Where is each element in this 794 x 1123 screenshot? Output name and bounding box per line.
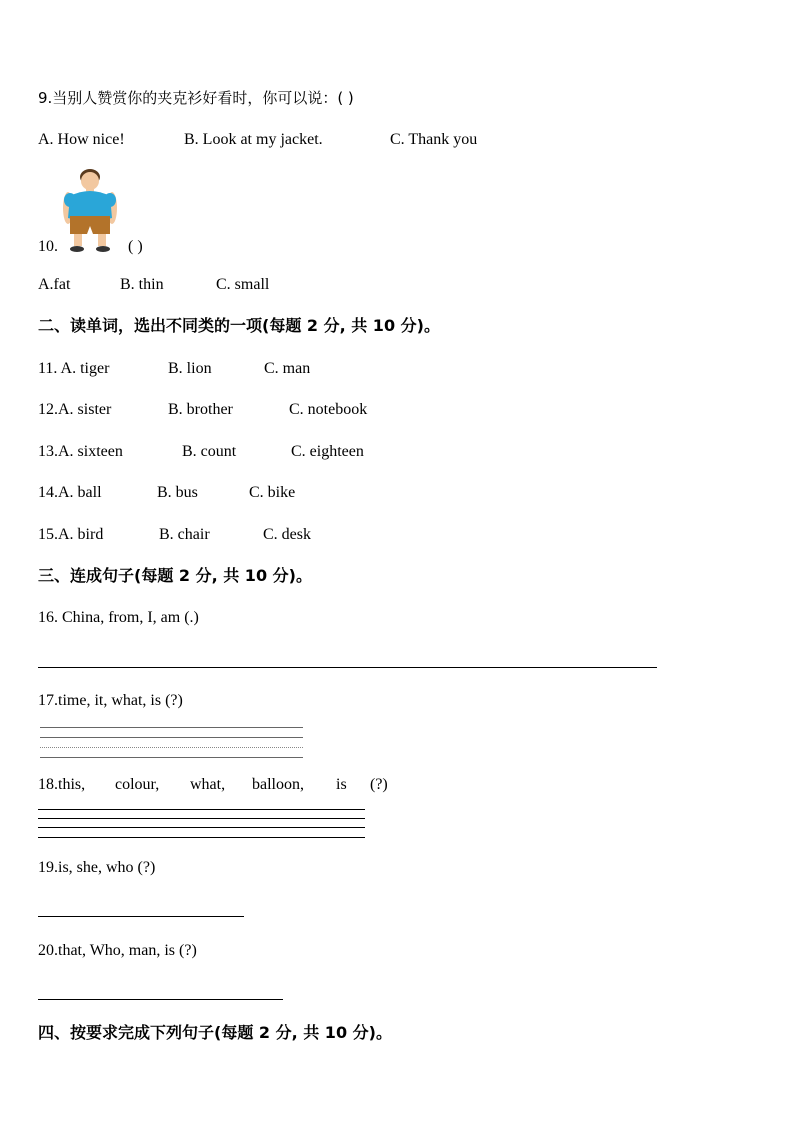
- q18-line-2: [38, 818, 365, 819]
- question-16: 16. China, from, I, am (.): [38, 609, 199, 626]
- q11-option-a: 11. A. tiger: [38, 360, 110, 377]
- q11-option-c: C. man: [264, 360, 311, 377]
- q18-line-4: [38, 837, 365, 838]
- q19-answer-line[interactable]: [38, 916, 244, 917]
- q9-option-b: B. Look at my jacket.: [184, 131, 323, 148]
- q20-answer-line[interactable]: [38, 999, 283, 1000]
- q14-option-c: C. bike: [249, 484, 296, 501]
- question-19: 19.is, she, who (?): [38, 859, 156, 876]
- q18-word-1: 18.this,: [38, 776, 86, 793]
- question-9-stem: 9.当别人赞赏你的夹克衫好看时，你可以说：( ): [38, 89, 354, 107]
- q17-line-3: [40, 747, 303, 748]
- q10-option-a: A.fat: [38, 276, 71, 293]
- q12-option-a: 12.A. sister: [38, 401, 112, 418]
- q10-option-b: B. thin: [120, 276, 164, 293]
- q18-word-6: (?): [370, 776, 388, 793]
- q18-line-3: [38, 827, 365, 828]
- q18-word-3: what,: [190, 776, 226, 793]
- fat-boy-illustration: [62, 168, 118, 254]
- q10-option-c: C. small: [216, 276, 270, 293]
- q15-option-b: B. chair: [159, 526, 210, 543]
- q18-word-4: balloon,: [252, 776, 304, 793]
- q15-option-a: 15.A. bird: [38, 526, 104, 543]
- q9-option-a: A. How nice!: [38, 131, 125, 148]
- q17-line-4: [40, 757, 303, 758]
- q12-option-b: B. brother: [168, 401, 233, 418]
- section-4-heading: 四、按要求完成下列句子(每题 2 分, 共 10 分)。: [38, 1023, 392, 1042]
- q13-option-c: C. eighteen: [291, 443, 364, 460]
- q14-option-b: B. bus: [157, 484, 198, 501]
- question-10-number: 10.: [38, 238, 58, 255]
- q16-answer-line[interactable]: [38, 667, 657, 668]
- question-17: 17.time, it, what, is (?): [38, 692, 183, 709]
- q18-line-1: [38, 809, 365, 810]
- q17-line-1: [40, 727, 303, 728]
- q11-option-b: B. lion: [168, 360, 212, 377]
- question-20: 20.that, Who, man, is (?): [38, 942, 197, 959]
- q18-word-2: colour,: [115, 776, 160, 793]
- q18-word-5: is: [336, 776, 347, 793]
- q15-option-c: C. desk: [263, 526, 311, 543]
- question-10-answer-blank: ( ): [128, 238, 143, 255]
- q9-option-c: C. Thank you: [390, 131, 478, 148]
- section-3-heading: 三、连成句子(每题 2 分, 共 10 分)。: [38, 566, 312, 585]
- q13-option-b: B. count: [182, 443, 237, 460]
- q17-line-2: [40, 737, 303, 738]
- q13-option-a: 13.A. sixteen: [38, 443, 123, 460]
- q14-option-a: 14.A. ball: [38, 484, 102, 501]
- section-2-heading: 二、读单词，选出不同类的一项(每题 2 分, 共 10 分)。: [38, 316, 440, 335]
- q12-option-c: C. notebook: [289, 401, 368, 418]
